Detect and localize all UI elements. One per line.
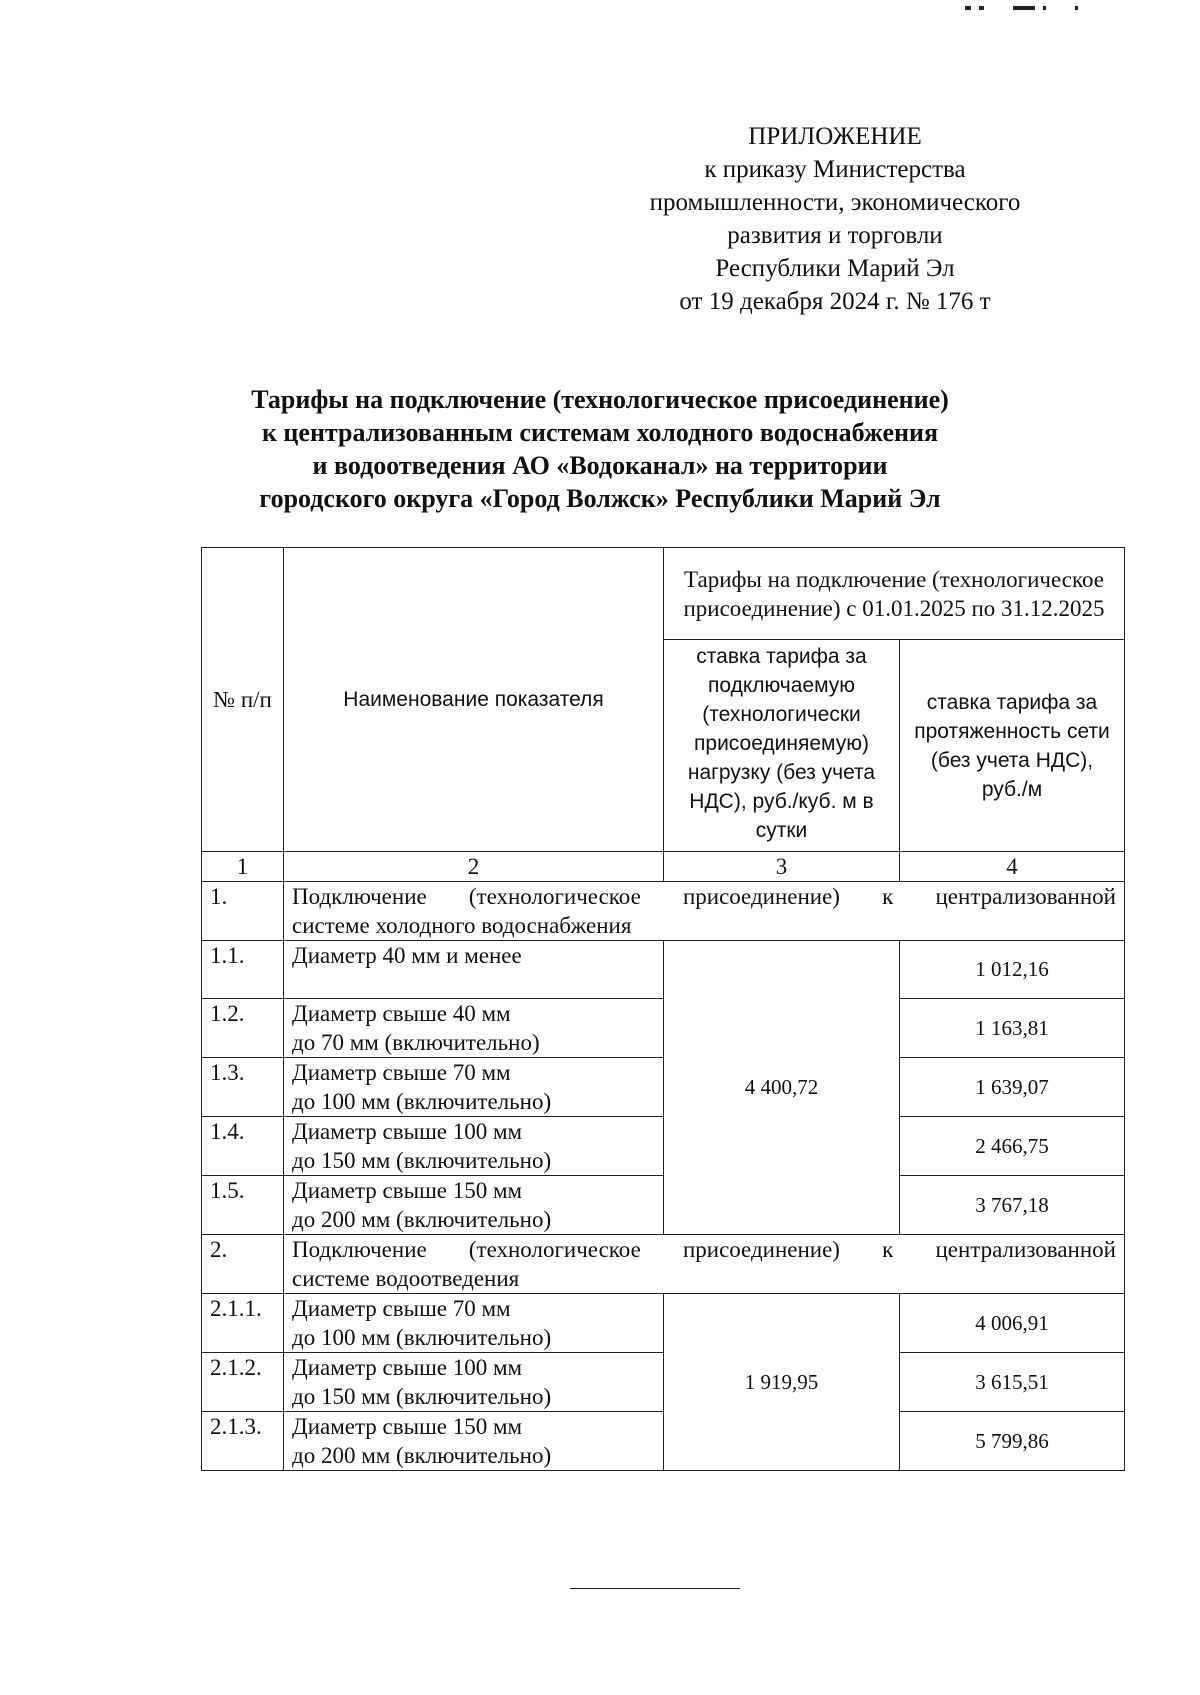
row-name-line: Диаметр свыше 100 мм — [292, 1119, 523, 1144]
column-number: 3 — [664, 852, 900, 882]
length-rate-value: 5 799,86 — [900, 1412, 1125, 1471]
section-row — [202, 882, 1125, 941]
table-row — [202, 941, 1125, 999]
length-rate-value: 1 639,07 — [900, 1058, 1125, 1117]
table-row — [202, 1294, 1125, 1353]
appendix-line: Республики Марий Эл — [715, 255, 955, 282]
row-name-line: до 150 мм (включительно) — [292, 1384, 552, 1409]
row-name-line: до 200 мм (включительно) — [292, 1207, 552, 1232]
row-name-line: до 100 мм (включительно) — [292, 1325, 552, 1350]
length-rate-value: 2 466,75 — [900, 1117, 1125, 1176]
row-name-line: Диаметр свыше 150 мм — [292, 1178, 523, 1203]
column-number-row — [202, 852, 1125, 882]
row-name-line: Диаметр свыше 100 мм — [292, 1355, 523, 1380]
title-line: и водоотведения АО «Водоканал» на территории — [312, 451, 888, 480]
scan-artifact-marks — [965, 4, 1085, 14]
row-num: 1.5. — [202, 1176, 284, 1235]
header-load-rate: ставка тарифа за подключаемую (технологически присоединяемую) нагрузку (без учета НДС), руб./куб. м в сутки — [664, 640, 900, 852]
table-header-row — [202, 548, 1125, 640]
table-row — [202, 1117, 1125, 1176]
row-num: 2.1.2. — [202, 1353, 284, 1412]
column-number: 1 — [202, 852, 284, 882]
row-name-line: Диаметр свыше 150 мм — [292, 1414, 523, 1439]
table-row — [202, 1353, 1125, 1412]
column-number: 4 — [900, 852, 1125, 882]
row-num: 1.3. — [202, 1058, 284, 1117]
appendix-heading: ПРИЛОЖЕНИЕ — [748, 123, 922, 150]
section-title-line: Подключение (технологическое присоединение) к централизованной — [292, 884, 1116, 909]
load-rate-value: 1 919,95 — [664, 1294, 900, 1471]
table-row — [202, 1176, 1125, 1235]
row-name-line: до 200 мм (включительно) — [292, 1443, 552, 1468]
column-number: 2 — [284, 852, 664, 882]
row-name-line: до 150 мм (включительно) — [292, 1148, 552, 1173]
table-row — [202, 1058, 1125, 1117]
section-row — [202, 1235, 1125, 1294]
row-name-line: Диаметр свыше 40 мм — [292, 1001, 511, 1026]
length-rate-value: 1 012,16 — [900, 941, 1125, 999]
row-name-line: Диаметр свыше 70 мм — [292, 1060, 511, 1085]
row-name-line: до 100 мм (включительно) — [292, 1089, 552, 1114]
header-num: № п/п — [202, 548, 284, 852]
row-name-line: Диаметр 40 мм и менее — [292, 943, 522, 968]
length-rate-value: 1 163,81 — [900, 999, 1125, 1058]
section-num: 2. — [202, 1235, 284, 1294]
table-row — [202, 999, 1125, 1058]
row-name — [284, 941, 664, 999]
header-tariff-group: Тарифы на подключение (технологическое присоединение) с 01.01.2025 по 31.12.2025 — [664, 548, 1125, 640]
row-num: 2.1.3. — [202, 1412, 284, 1471]
row-num: 1.2. — [202, 999, 284, 1058]
row-name — [284, 1412, 664, 1471]
title-line: городского округа «Город Волжск» Республики Марий Эл — [259, 484, 941, 513]
row-name — [284, 999, 664, 1058]
row-name — [284, 1176, 664, 1235]
document-title — [200, 383, 1000, 515]
appendix-order-date: от 19 декабря 2024 г. № 176 т — [679, 288, 991, 315]
length-rate-value: 3 615,51 — [900, 1353, 1125, 1412]
section-title — [284, 882, 1125, 941]
row-name — [284, 1294, 664, 1353]
appendix-header — [600, 120, 1070, 318]
row-name-line: до 70 мм (включительно) — [292, 1030, 540, 1055]
title-line: Тарифы на подключение (технологическое присоединение) — [251, 385, 949, 414]
length-rate-value: 3 767,18 — [900, 1176, 1125, 1235]
appendix-line: развития и торговли — [727, 222, 943, 249]
section-title-line: Подключение (технологическое присоединение) к централизованной — [292, 1237, 1116, 1262]
section-title-line: системе холодного водоснабжения — [292, 913, 632, 938]
section-title — [284, 1235, 1125, 1294]
length-rate-value: 4 006,91 — [900, 1294, 1125, 1353]
load-rate-value: 4 400,72 — [664, 941, 900, 1235]
row-name — [284, 1353, 664, 1412]
row-name — [284, 1058, 664, 1117]
table-row — [202, 1412, 1125, 1471]
appendix-line: к приказу Министерства — [704, 156, 966, 183]
section-title-line: системе водоотведения — [292, 1266, 520, 1291]
row-num: 1.4. — [202, 1117, 284, 1176]
header-length-rate: ставка тарифа за протяженность сети (без учета НДС), руб./м — [900, 640, 1125, 852]
end-of-document-rule — [570, 1588, 740, 1589]
row-num: 2.1.1. — [202, 1294, 284, 1353]
row-num: 1.1. — [202, 941, 284, 999]
appendix-line: промышленности, экономического — [649, 189, 1021, 216]
tariffs-table — [201, 547, 1125, 1471]
row-name — [284, 1117, 664, 1176]
section-num: 1. — [202, 882, 284, 941]
row-name-line: Диаметр свыше 70 мм — [292, 1296, 511, 1321]
title-line: к централизованным системам холодного водоснабжения — [261, 418, 939, 447]
header-name: Наименование показателя — [284, 548, 664, 852]
